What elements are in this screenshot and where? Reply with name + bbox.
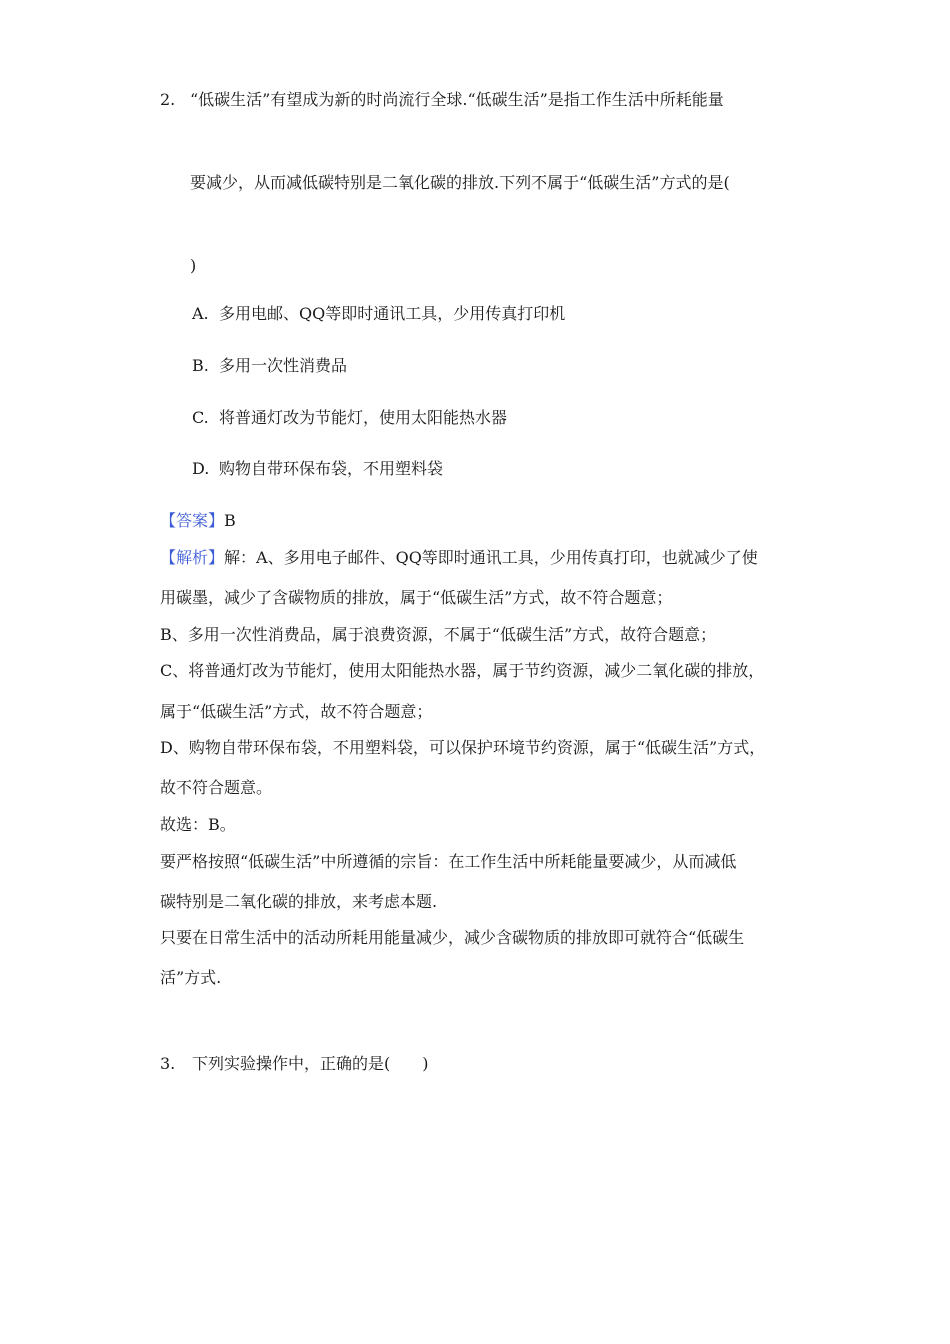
analysis-line-1: [160, 548, 758, 568]
option-c-letter: C.: [192, 408, 209, 427]
analysis-text-1: 解：A、多用电子邮件、QQ等即时通讯工具，少用传真打印，也就减少了使: [224, 548, 758, 567]
option-d-text: 购物自带环保布袋，不用塑料袋: [219, 459, 444, 478]
analysis-line-3: B、多用一次性消费品，属于浪费资源，不属于“低碳生活”方式，故符合题意；: [160, 625, 717, 644]
option-d-letter: D.: [192, 459, 210, 478]
option-b-letter: B.: [192, 356, 209, 375]
analysis-line-7: 故不符合题意。: [160, 778, 273, 797]
analysis-tag: 【解析】: [160, 548, 225, 567]
analysis-line-9: 要严格按照“低碳生活”中所遵循的宗旨：在工作生活中所耗能量要减少，从而减低: [160, 852, 737, 871]
answer-value: B: [224, 511, 236, 530]
answer-tag: 【答案】: [160, 511, 225, 530]
option-c-text: 将普通灯改为节能灯，使用太阳能热水器: [219, 408, 508, 427]
analysis-line-10: 碳特别是二氧化碳的排放，来考虑本题.: [160, 892, 438, 911]
option-a-letter: A.: [192, 304, 209, 323]
analysis-line-8: 故选：B。: [160, 815, 236, 834]
analysis-line-6: D、购物自带环保布袋，不用塑料袋，可以保护环境节约资源，属于“低碳生活”方式，: [160, 738, 766, 757]
analysis-line-4: C、将普通灯改为节能灯，使用太阳能热水器，属于节约资源，减少二氧化碳的排放，: [160, 661, 765, 680]
q2-stem-line1: “低碳生活”有望成为新的时尚流行全球.“低碳生活”是指工作生活中所耗能量: [190, 90, 724, 109]
q3-number: 3.: [160, 1054, 176, 1073]
q3-stem: 下列实验操作中，正确的是( ): [192, 1054, 429, 1073]
analysis-line-12: 活”方式.: [160, 968, 222, 987]
analysis-line-5: 属于“低碳生活”方式，故不符合题意；: [160, 702, 433, 721]
option-b-text: 多用一次性消费品: [219, 356, 348, 375]
q2-number: 2.: [160, 90, 176, 109]
option-a-text: 多用电邮、QQ等即时通讯工具，少用传真打印机: [219, 304, 566, 323]
answer-line: [160, 511, 236, 531]
q2-stem-line2: 要减少，从而减低碳特别是二氧化碳的排放.下列不属于“低碳生活”方式的是(: [190, 173, 730, 192]
analysis-line-11: 只要在日常生活中的活动所耗用能量减少，减少含碳物质的排放即可就符合“低碳生: [160, 928, 745, 947]
analysis-line-2: 用碳墨，减少了含碳物质的排放，属于“低碳生活”方式，故不符合题意；: [160, 588, 673, 607]
q2-stem-line3: ): [190, 256, 197, 275]
